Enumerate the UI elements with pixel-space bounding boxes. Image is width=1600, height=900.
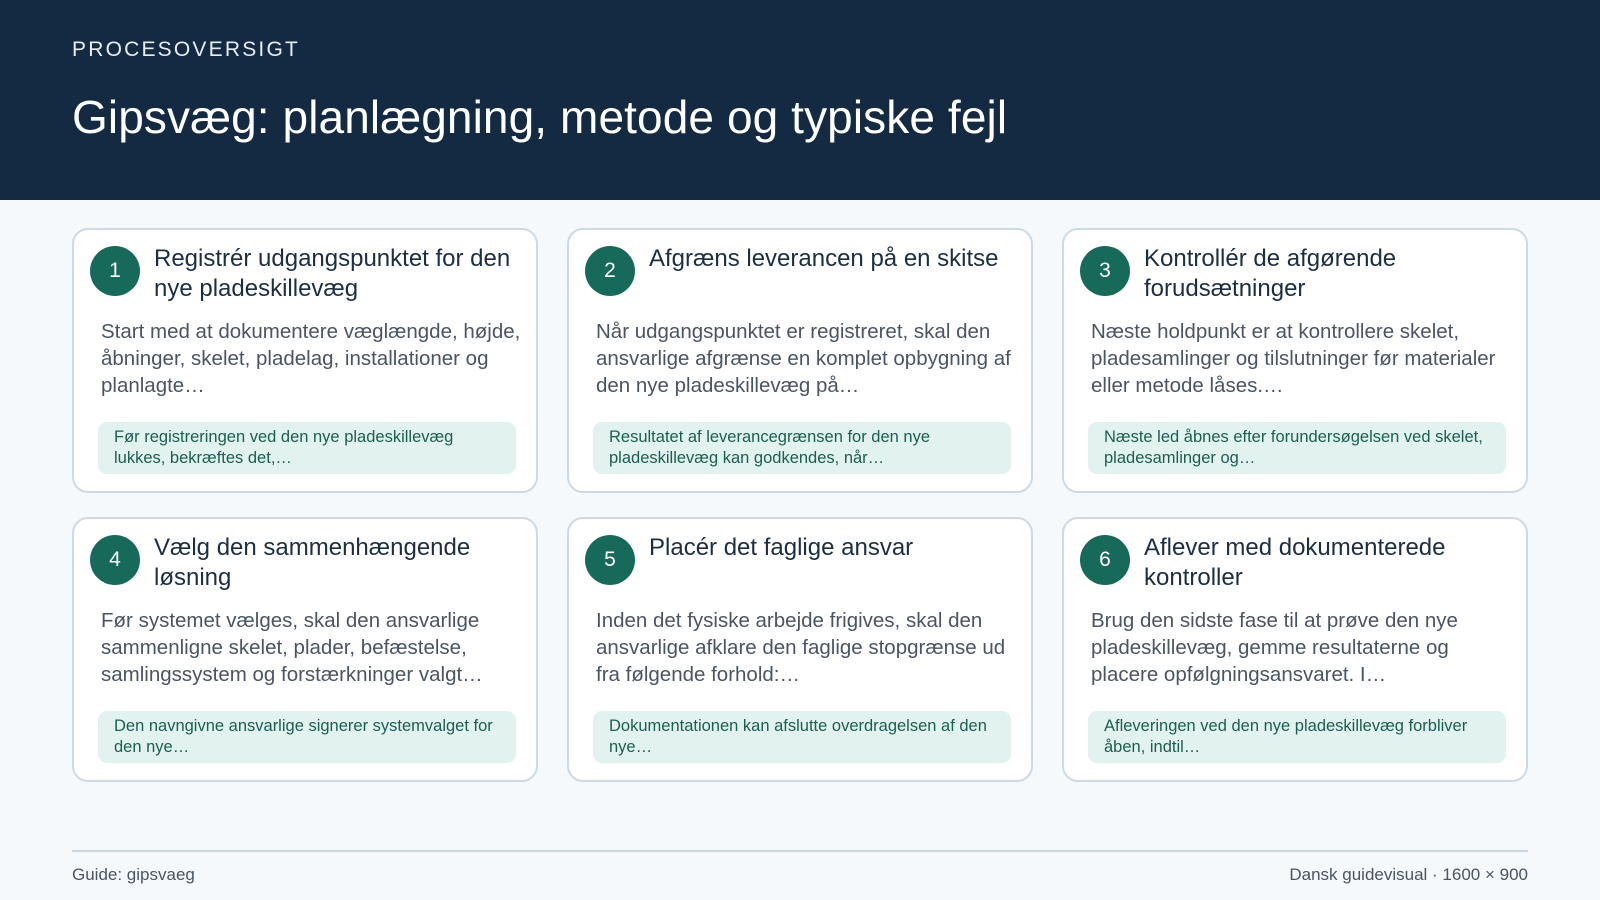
step-description: Før systemet vælges, skal den ansvarlige sammenligne skelet, plader, befæstelse, samlingssystem og forstærkninger valgt… [101,609,483,686]
step-number-badge: 6 [1080,535,1130,585]
step-card-6 [1062,517,1528,782]
step-note: Resultatet af leverancegrænsen for den nye pladeskillevæg kan godkendes, når… [593,422,1011,474]
step-card-2 [567,228,1033,493]
step-description: Næste holdpunkt er at kontrollere skelet, pladesamlinger og tilslutninger før materialer eller metode låses.… [1091,320,1496,397]
step-title: Kontrollér de afgørende forudsætninger [1144,245,1397,302]
step-title: Afgræns leverancen på en skitse [649,245,999,272]
page-title: Gipsvæg: planlægning, metode og typiske fejl [72,91,1008,143]
footer-guide-label: Guide: gipsvaeg [72,865,195,884]
step-note: Næste led åbnes efter forundersøgelsen ved skelet, pladesamlinger og… [1088,422,1506,474]
process-steps-grid [72,228,1528,782]
step-description: Når udgangspunktet er registreret, skal den ansvarlige afgrænse en komplet opbygning af den nye pladeskillevæg på… [596,320,1011,397]
step-card-4 [72,517,538,782]
header-banner [0,0,1600,200]
step-number-badge: 2 [585,246,635,296]
step-note: Den navngivne ansvarlige signerer systemvalget for den nye… [98,711,516,763]
step-number-badge: 5 [585,535,635,585]
step-description: Brug den sidste fase til at prøve den nye pladeskillevæg, gemme resultaterne og placere opfølgningsansvaret. I… [1091,609,1458,686]
step-title: Placér det faglige ansvar [649,534,914,561]
step-note: Dokumentationen kan afslutte overdragelsen af den nye… [593,711,1011,763]
step-note: Før registreringen ved den nye pladeskillevæg lukkes, bekræftes det,… [98,422,516,474]
step-card-5 [567,517,1033,782]
step-description: Inden det fysiske arbejde frigives, skal den ansvarlige afklare den faglige stopgrænse ud fra følgende forhold:… [596,609,1006,686]
footer-credit: Dansk guidevisual · 1600 × 900 [1289,865,1528,884]
step-title: Registrér udgangspunktet for den nye pladeskillevæg [154,245,511,302]
step-note: Afleveringen ved den nye pladeskillevæg forbliver åben, indtil… [1088,711,1506,763]
step-title: Aflever med dokumenterede kontroller [1144,534,1446,591]
footer-divider [72,850,1528,852]
step-number-badge: 4 [90,535,140,585]
step-description: Start med at dokumentere væglængde, højde, åbninger, skelet, pladelag, installationer og planlagte… [101,320,521,397]
step-card-1 [72,228,538,493]
step-title: Vælg den sammenhængende løsning [154,534,471,591]
step-number-badge: 1 [90,246,140,296]
step-number-badge: 3 [1080,246,1130,296]
eyebrow-label: PROCESOVERSIGT [72,38,301,61]
step-card-3 [1062,228,1528,493]
